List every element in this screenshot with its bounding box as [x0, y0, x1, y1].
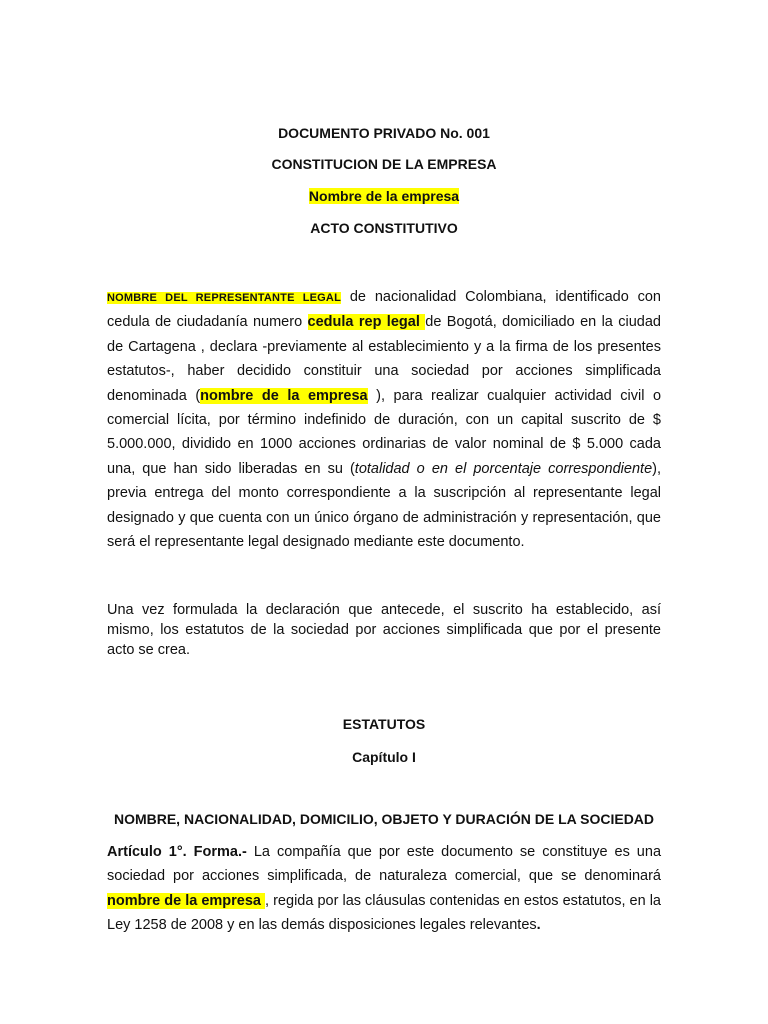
paragraph-text: ), para realizar cualquier actividad civil o comercial lícita, por término indefinido de duración, con un capital suscrito de $ 5.000.000, dividido en 1000 acciones ordinarias de valor nominal de $ 5.000 cada una, que han sido liberadas en su (: [107, 387, 662, 477]
article-1-paragraph: [107, 840, 661, 938]
paragraph-end: .: [536, 917, 541, 934]
declaration-paragraph: Una vez formulada la declaración que antecede, el suscrito ha establecido, así mismo, los estatutos de la sociedad por acciones simplificada que por el presente acto se crea.: [107, 602, 661, 658]
paragraph-text: La compañía que por este documento se constituye es una sociedad por acciones simplificada, de naturaleza comercial, que se denominará: [107, 844, 662, 885]
chapter-title: Capítulo I: [352, 749, 416, 765]
document-title: DOCUMENTO PRIVADO No. 001: [278, 125, 490, 141]
company-name-placeholder: Nombre de la empresa: [308, 188, 460, 204]
section-title: NOMBRE, NACIONALIDAD, DOMICILIO, OBJETO Y DURACIÓN DE LA SOCIEDAD: [113, 811, 655, 827]
id-number-placeholder: cedula rep legal: [307, 314, 426, 331]
constitution-paragraph: [107, 285, 661, 554]
paragraph-text: , regida por las cláusulas contenidas en estos estatutos, en la Ley 1258 de 2008 y en las demás disposiciones legales relevantes: [107, 892, 661, 934]
act-title: ACTO CONSTITUTIVO: [310, 220, 458, 236]
legal-representative-placeholder: NOMBRE DEL REPRESENTANTE LEGAL: [107, 292, 341, 304]
company-name-heading: [0, 187, 768, 205]
paragraph-text: de nacionalidad Colombiana, identificado con cedula de ciudadanía numero: [107, 289, 662, 331]
italic-note: totalidad o en el porcentaje correspondiente: [354, 460, 653, 477]
document-subtitle: CONSTITUCION DE LA EMPRESA: [271, 156, 497, 172]
article-1-label: Artículo 1°. Forma.-: [107, 844, 247, 860]
paragraph-text: ), previa entrega del monto correspondiente a la suscripción al representante legal designado y que cuenta con un único órgano de administración y representación, que será el representante legal designado mediante este documento.: [107, 460, 661, 551]
statutes-title: ESTATUTOS: [342, 716, 426, 732]
company-name-placeholder: nombre de la empresa: [107, 892, 266, 909]
paragraph-text: de Bogotá, domiciliado en la ciudad de Cartagena , declara -previamente al establecimiento y a la firma de los presentes estatutos-, haber decidido constituir una sociedad por acciones simplificada denominada (: [107, 314, 661, 404]
company-name-placeholder: nombre de la empresa: [200, 387, 368, 404]
